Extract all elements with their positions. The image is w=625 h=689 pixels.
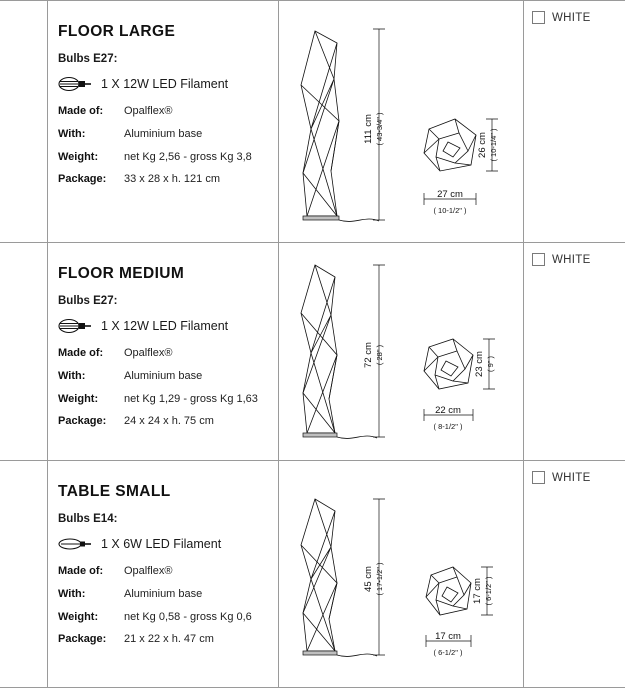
spec-key: Weight: [58, 150, 99, 163]
height-cm-label: 45 cm [363, 566, 374, 592]
spec-item [58, 415, 270, 429]
spec-item [58, 128, 270, 142]
spec-value: Aluminium base [124, 127, 203, 140]
finish-column [524, 461, 625, 484]
spec-value: Aluminium base [124, 587, 203, 600]
depth-cm-label: 23 cm [474, 351, 485, 377]
spec-key: With: [58, 587, 86, 600]
spec-key: Made of: [58, 347, 104, 359]
product-description [48, 461, 278, 656]
spec-item [58, 633, 270, 647]
lamp-spec [58, 317, 270, 335]
spec-value: Aluminium base [124, 369, 203, 382]
spec-item [58, 588, 270, 602]
spec-item [58, 611, 270, 625]
dimension-drawing [279, 461, 523, 687]
top-view [424, 119, 476, 171]
lamp-spec [58, 75, 270, 93]
dimension-drawing [279, 1, 523, 242]
depth-in-label: ( 9" ) [486, 356, 495, 372]
led-filament-bulb-icon [58, 536, 92, 552]
product-title: FLOOR MEDIUM [58, 265, 185, 282]
finish-column [524, 243, 625, 266]
spec-key: Weight: [58, 610, 99, 623]
height-in-label: ( 17-1/2" ) [375, 562, 384, 596]
finish-column [524, 1, 625, 24]
bulbs-label: Bulbs E27: [58, 53, 118, 65]
height-cm-label: 72 cm [363, 342, 374, 368]
table-small-drawing [279, 461, 523, 689]
depth-in-label: ( 10-1/4" ) [489, 128, 498, 162]
product-description [48, 1, 278, 196]
spec-item [58, 105, 270, 119]
width-in-label: ( 10-1/2" ) [433, 206, 467, 215]
spec-key: With: [58, 369, 86, 382]
spec-key: Weight: [58, 392, 99, 405]
color-swatch-white [532, 253, 545, 266]
spec-item [58, 173, 270, 187]
lamp-text: 1 X 6W LED Filament [101, 537, 222, 551]
spec-value: net Kg 0,58 - gross Kg 0,6 [124, 610, 252, 623]
finish-label: WHITE [552, 471, 591, 484]
product-row [0, 242, 625, 460]
finish-option[interactable] [532, 471, 625, 484]
spec-value: net Kg 2,56 - gross Kg 3,8 [124, 150, 252, 163]
spec-key: Package: [58, 173, 107, 186]
finish-label: WHITE [552, 11, 591, 24]
top-view [426, 567, 471, 615]
floor-large-drawing [279, 1, 523, 243]
spec-value: Opalflex® [124, 565, 173, 577]
depth-in-label: ( 6-1/2" ) [484, 576, 493, 606]
width-cm-label: 17 cm [435, 631, 461, 642]
bulbs-label: Bulbs E27: [58, 295, 118, 307]
color-swatch-white [532, 11, 545, 24]
height-in-label: ( 43-3/4" ) [375, 112, 384, 146]
spec-list [58, 347, 270, 429]
depth-cm-label: 26 cm [477, 132, 488, 158]
height-cm-label: 111 cm [363, 114, 374, 144]
product-title: TABLE SMALL [58, 483, 171, 500]
product-row [0, 0, 625, 242]
spec-value: net Kg 1,29 - gross Kg 1,63 [124, 392, 258, 405]
led-filament-bulb-icon [58, 318, 92, 334]
spec-item [58, 393, 270, 407]
spec-list [58, 105, 270, 187]
spec-value: 24 x 24 x h. 75 cm [124, 415, 214, 428]
width-in-label: ( 6-1/2" ) [433, 648, 463, 657]
spec-key: Package: [58, 415, 107, 428]
top-view [424, 339, 473, 389]
spec-item [58, 347, 270, 361]
spec-key: With: [58, 127, 86, 140]
depth-cm-label: 17 cm [472, 578, 483, 604]
height-in-label: ( 28" ) [375, 344, 384, 366]
spec-value: 21 x 22 x h. 47 cm [124, 633, 214, 646]
width-cm-label: 27 cm [437, 189, 463, 200]
spec-key: Made of: [58, 565, 104, 577]
width-cm-label: 22 cm [435, 405, 461, 416]
finish-label: WHITE [552, 253, 591, 266]
product-description [48, 243, 278, 438]
spec-value: Opalflex® [124, 347, 173, 359]
finish-option[interactable] [532, 11, 625, 24]
lamp-text: 1 X 12W LED Filament [101, 77, 229, 91]
spec-item [58, 370, 270, 384]
width-in-label: ( 8-1/2" ) [433, 422, 463, 431]
led-filament-bulb-icon [58, 76, 92, 92]
lamp-spec [58, 535, 270, 553]
floor-medium-drawing [279, 243, 523, 461]
spec-item [58, 151, 270, 165]
spec-list [58, 565, 270, 647]
lamp-text: 1 X 12W LED Filament [101, 319, 229, 333]
finish-option[interactable] [532, 253, 625, 266]
dimension-drawing [279, 243, 523, 460]
product-row [0, 460, 625, 688]
color-swatch-white [532, 471, 545, 484]
spec-key: Made of: [58, 105, 104, 117]
spec-key: Package: [58, 633, 107, 646]
product-title: FLOOR LARGE [58, 23, 176, 40]
spec-value: 33 x 28 x h. 121 cm [124, 173, 220, 186]
spec-item [58, 565, 270, 579]
spec-value: Opalflex® [124, 105, 173, 117]
bulbs-label: Bulbs E14: [58, 513, 118, 525]
